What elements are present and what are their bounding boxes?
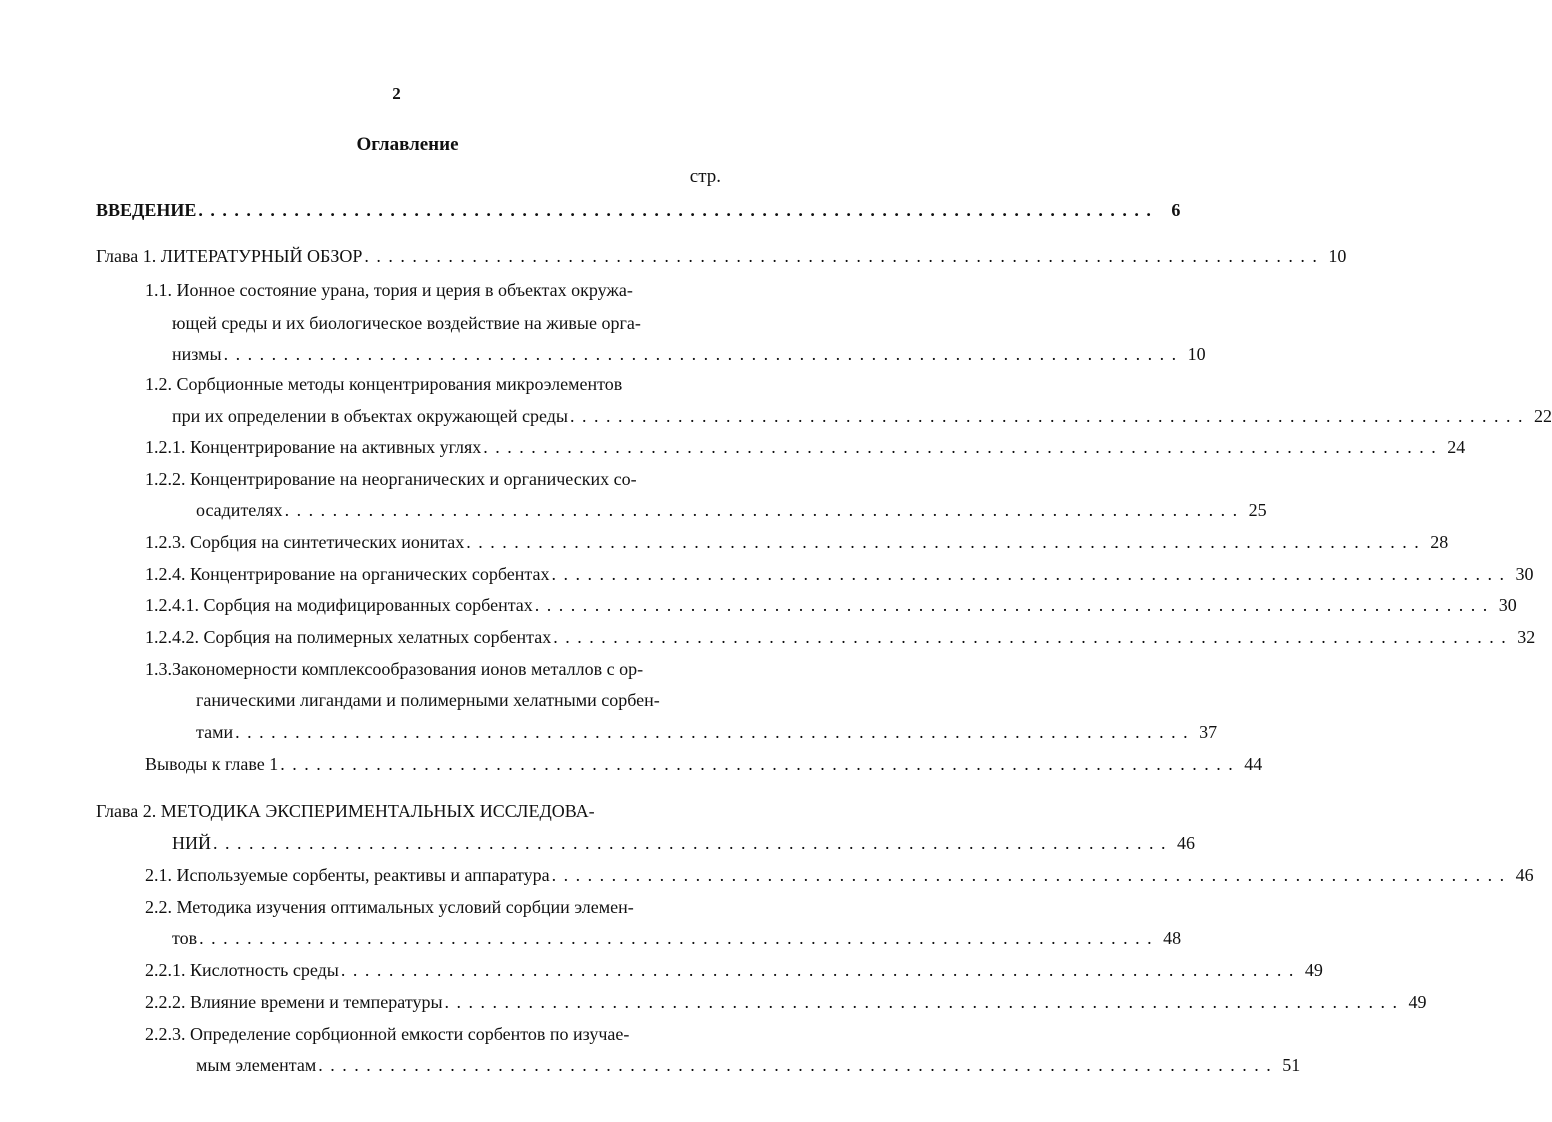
toc-entry-page: 22 (1534, 406, 1552, 426)
toc-entry-text: 2.2.2. Влияние времени и температуры (145, 992, 443, 1012)
toc-entry-text: 1.2.4. Концентрирование на органических сорбентах (145, 564, 550, 584)
toc-entry-2-2-3[interactable] (196, 1053, 1301, 1077)
toc-entry-page: 48 (1163, 928, 1182, 948)
dot-leader: . . . . . . . . . . . . . . . . . . . . . . . . . . . . . . . . . . . . . . . . . . . . . . . . . . . . . . . . . . . . . . . . . . . . . . . . . . . . . . . . (284, 500, 1239, 520)
toc-entry-2-2-1[interactable] (145, 958, 1323, 982)
toc-entry-page: 46 (1515, 865, 1534, 885)
toc-entry-page: 30 (1515, 564, 1534, 584)
toc-entry-text: 1.2.4.2. Сорбция на полимерных хелатных сорбентах (145, 627, 552, 647)
toc-entry-1-2-2[interactable] (196, 498, 1267, 522)
toc-entry-1-1[interactable] (172, 342, 1206, 366)
toc-entry-1-1-line2[interactable]: ющей среды и их биологическое воздействие на живые орга- (172, 313, 641, 333)
dot-leader: . . . . . . . . . . . . . . . . . . . . . . . . . . . . . . . . . . . . . . . . . . . . . . . . . . . . . . . . . . . . . . . . . . . . . . . . . . . . . . . . (340, 960, 1295, 980)
toc-entry-conclusions-1[interactable] (145, 752, 1263, 776)
toc-entry-2-1[interactable] (145, 863, 1534, 887)
dot-leader: . . . . . . . . . . . . . . . . . . . . . . . . . . . . . . . . . . . . . . . . . . . . . . . . . . . . . . . . . . . . . . . . . . . . . . . . . . . . . . . . (534, 595, 1489, 615)
dot-leader: . . . . . . . . . . . . . . . . . . . . . . . . . . . . . . . . . . . . . . . . . . . . . . . . . . . . . . . . . . . . . . . . . . . . . . . . . . . . . . . . (280, 754, 1235, 774)
toc-entry-page: 37 (1199, 722, 1218, 742)
toc-entry-text: 2.1. Используемые сорбенты, реактивы и аппаратура (145, 865, 550, 885)
toc-entry-1-2-line1[interactable]: 1.2. Сорбционные методы концентрирования микроэлементов (145, 374, 623, 394)
dot-leader: . . . . . . . . . . . . . . . . . . . . . . . . . . . . . . . . . . . . . . . . . . . . . . . . . . . . . . . . . . . . . . . . . . . . . . . . . . . . . . . . (235, 722, 1190, 742)
toc-entry-text: НИЙ (172, 833, 211, 853)
toc-entry-page: 51 (1282, 1055, 1301, 1075)
toc-entry-page: 46 (1177, 833, 1195, 853)
toc-entry-text: Глава 1. ЛИТЕРАТУРНЫЙ ОБЗОР (96, 246, 363, 266)
toc-entry-text: Выводы к главе 1 (145, 754, 279, 774)
toc-title: Оглавление (356, 134, 459, 155)
dot-leader: . . . . . . . . . . . . . . . . . . . . . . . . . . . . . . . . . . . . . . . . . . . . . . . . . . . . . . . . . . . . . . . . . . . . . . . . . . . . . . . . (213, 833, 1167, 853)
toc-entry-text: 1.2.1. Концентрирование на активных углях (145, 437, 482, 457)
toc-entry-page: 30 (1498, 595, 1517, 615)
dot-leader: . . . . . . . . . . . . . . . . . . . . . . . . . . . . . . . . . . . . . . . . . . . . . . . . . . . . . . . . . . . . . . . . . . . . . . . . . . . . . . . . (223, 344, 1178, 364)
dot-leader: . . . . . . . . . . . . . . . . . . . . . . . . . . . . . . . . . . . . . . . . . . . . . . . . . . . . . . . . . . . . . . . . . . . . . . . . . . . . . . . . (570, 406, 1525, 426)
toc-entry-page: 10 (1187, 344, 1206, 364)
toc-entry-text: 1.2.4.1. Сорбция на модифицированных сорбентах (145, 595, 533, 615)
toc-entry-1-3[interactable] (196, 720, 1218, 744)
toc-entry-chapter-2-line1[interactable]: Глава 2. МЕТОДИКА ЭКСПЕРИМЕНТАЛЬНЫХ ИССЛЕДОВА- (96, 801, 595, 821)
toc-entry-1-2-2-line1[interactable]: 1.2.2. Концентрирование на неорганических и органических со- (145, 469, 637, 489)
toc-entry-1-2[interactable] (172, 404, 1552, 428)
toc-entry-1-2-3[interactable] (145, 530, 1449, 554)
toc-entry-2-2-line1[interactable]: 2.2. Методика изучения оптимальных условий сорбции элемен- (145, 897, 634, 917)
toc-entry-text: тов (172, 928, 198, 948)
dot-leader: . . . . . . . . . . . . . . . . . . . . . . . . . . . . . . . . . . . . . . . . . . . . . . . . . . . . . . . . . . . . . . . . . . . . . . . . . . . . . . . . (551, 865, 1506, 885)
toc-entry-1-2-1[interactable] (145, 435, 1466, 459)
toc-entry-text: ВВЕДЕНИЕ (96, 200, 197, 220)
dot-leader: . . . . . . . . . . . . . . . . . . . . . . . . . . . . . . . . . . . . . . . . . . . . . . . . . . . . . . . . . . . . . . . . . . . . . . . . . . . . . . . . (551, 564, 1506, 584)
toc-entry-2-2-3-line1[interactable]: 2.2.3. Определение сорбционной емкости сорбентов по изучае- (145, 1024, 630, 1044)
page-number: 2 (392, 84, 401, 103)
dot-leader: . . . . . . . . . . . . . . . . . . . . . . . . . . . . . . . . . . . . . . . . . . . . . . . . . . . . . . . . . . . . . . . . . . . . . . . . . . . . . . . . (198, 200, 1153, 220)
toc-entry-text: 2.2.1. Кислотность среды (145, 960, 339, 980)
toc-entry-page: 49 (1304, 960, 1323, 980)
toc-entry-page: 24 (1447, 437, 1466, 457)
toc-entry-page: 25 (1248, 500, 1267, 520)
toc-entry-text: при их определении в объектах окружающей среды (172, 406, 569, 426)
toc-entry-text: мым элементам (196, 1055, 317, 1075)
toc-entry-page: 49 (1408, 992, 1427, 1012)
toc-entry-page: 32 (1517, 627, 1536, 647)
toc-entry-page: 28 (1430, 532, 1449, 552)
toc-entry-text: осадителях (196, 500, 283, 520)
dot-leader: . . . . . . . . . . . . . . . . . . . . . . . . . . . . . . . . . . . . . . . . . . . . . . . . . . . . . . . . . . . . . . . . . . . . . . . . . . . . . . . . (364, 246, 1319, 266)
toc-entry-page: 6 (1171, 200, 1181, 220)
toc-entry-intro[interactable] (96, 198, 1181, 222)
toc-entry-2-2[interactable] (172, 926, 1182, 950)
dot-leader: . . . . . . . . . . . . . . . . . . . . . . . . . . . . . . . . . . . . . . . . . . . . . . . . . . . . . . . . . . . . . . . . . . . . . . . . . . . . . . . . (483, 437, 1438, 457)
toc-entry-text: низмы (172, 344, 222, 364)
dot-leader: . . . . . . . . . . . . . . . . . . . . . . . . . . . . . . . . . . . . . . . . . . . . . . . . . . . . . . . . . . . . . . . . . . . . . . . . . . . . . . . . (466, 532, 1421, 552)
toc-entry-text: 1.2.3. Сорбция на синтетических ионитах (145, 532, 465, 552)
toc-entry-1-3-line1[interactable]: 1.3.Закономерности комплексообразования ионов металлов с ор- (145, 659, 644, 679)
toc-entry-page: 44 (1244, 754, 1263, 774)
toc-entry-1-2-4[interactable] (145, 562, 1534, 586)
toc-entry-chapter-2[interactable] (172, 831, 1195, 855)
toc-entry-1-1-line1[interactable]: 1.1. Ионное состояние урана, тория и церия в объектах окружа- (145, 280, 633, 300)
toc-entry-1-3-line2[interactable]: ганическими лигандами и полимерными хелатными сорбен- (196, 690, 660, 710)
toc-entry-chapter-1[interactable] (96, 244, 1347, 268)
toc-entry-page: 10 (1328, 246, 1347, 266)
page-column-label: стр. (689, 166, 721, 187)
dot-leader: . . . . . . . . . . . . . . . . . . . . . . . . . . . . . . . . . . . . . . . . . . . . . . . . . . . . . . . . . . . . . . . . . . . . . . . . . . . . . . . . (444, 992, 1399, 1012)
dot-leader: . . . . . . . . . . . . . . . . . . . . . . . . . . . . . . . . . . . . . . . . . . . . . . . . . . . . . . . . . . . . . . . . . . . . . . . . . . . . . . . . (318, 1055, 1273, 1075)
dot-leader: . . . . . . . . . . . . . . . . . . . . . . . . . . . . . . . . . . . . . . . . . . . . . . . . . . . . . . . . . . . . . . . . . . . . . . . . . . . . . . . . (199, 928, 1154, 948)
toc-entry-2-2-2[interactable] (145, 990, 1427, 1014)
toc-entry-1-2-4-2[interactable] (145, 625, 1536, 649)
dot-leader: . . . . . . . . . . . . . . . . . . . . . . . . . . . . . . . . . . . . . . . . . . . . . . . . . . . . . . . . . . . . . . . . . . . . . . . . . . . . . . . . (553, 627, 1508, 647)
toc-entry-1-2-4-1[interactable] (145, 593, 1517, 617)
toc-entry-text: тами (196, 722, 234, 742)
